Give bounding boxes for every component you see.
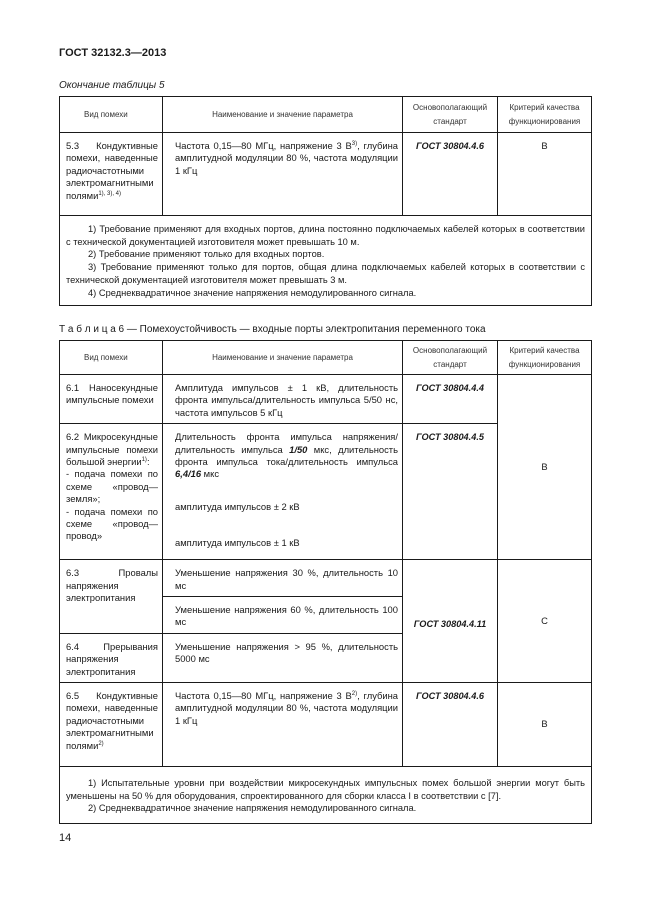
footnote: 4) Среднеквадратичное значение напряжения немодулированного сигнала.: [88, 287, 417, 298]
col-header-interference: Вид помехи: [60, 97, 163, 133]
row-interference: 6.4 Прерывания напряжения электропитания: [60, 633, 163, 682]
row-interference: 6.1 Наносекундные импульсные помехи: [60, 375, 163, 424]
row-parameter: Длительность фронта импульса напряжения/длительность импульса 1/50 мкс, длительность фронта импульса тока/длительность импульса 6,4/16 мкс амплитуда импульсов ± 2 кВ амплитуда импульсов ± 1 кВ: [163, 424, 403, 560]
row-standard: ГОСТ 30804.4.5: [403, 424, 498, 560]
row-parameter: Уменьшение напряжения 30 %, длительность 10 мс: [163, 560, 403, 597]
footnote: 1) Требование применяют для входных портов, длина постоянно подключаемых кабелей которых в соответствии с технической документацией изготовителя может превышать 10 м.: [66, 224, 585, 247]
table-5: [59, 96, 592, 306]
footnote: 2) Среднеквадратичное значение напряжения немодулированного сигнала.: [88, 803, 417, 814]
row-criterion: В: [498, 683, 592, 767]
table-6: [59, 340, 592, 824]
row-parameter: Уменьшение напряжения 60 %, длительность 100 мс: [163, 597, 403, 634]
col-header-interference: Вид помехи: [60, 341, 163, 375]
row-criterion: В: [498, 133, 592, 216]
table5-footnotes-row: [60, 216, 592, 306]
row-parameter: Частота 0,15—80 МГц, напряжение 3 $В^{3)}$, глубина амплитудной модуляции 80 %, частота модуляции 1 кГц: [163, 133, 403, 216]
criterion-cell: В: [498, 375, 592, 560]
row-interference: 5.3 Кондуктивные помехи, наведенные радиочастотными электромагнитными полями$^{1), 3), 4)}$: [60, 133, 163, 216]
page-number: 14: [59, 832, 72, 844]
footnote: 1) Испытательные уровни при воздействии микросекундных импульсных помех большой энергии могут быть уменьшены на 50 % для оборудования, спроектированного для сборки класса I в соответствии с [7].: [66, 778, 585, 801]
col-header-parameter: Наименование и значение параметра: [163, 97, 403, 133]
col-header-standard: Основополагающий стандарт: [403, 341, 498, 375]
document-title: ГОСТ 32132.3—2013: [59, 47, 167, 59]
table5-header-row: [60, 97, 592, 133]
table6-header-row: [60, 341, 592, 375]
col-header-criterion: Критерий качества функционирования: [498, 97, 592, 133]
footnote: 3) Требование применяют только для портов, общая длина подключаемых кабелей которых в соответствии с технической документацией изготовителя может превышать 3 м.: [66, 262, 585, 285]
table-row: [60, 375, 592, 424]
row-standard: ГОСТ 30804.4.6: [403, 683, 498, 767]
table-row: [60, 683, 592, 767]
row-parameter: Амплитуда импульсов ± 1 кВ, длительность фронта импульса/длительность импульса 5/50 нс, частота импульсов 5 кГц: [163, 375, 403, 424]
table6-footnotes-row: [60, 767, 592, 824]
criterion-cell: С: [498, 560, 592, 683]
table6-footnotes: [60, 767, 592, 824]
col-header-parameter: Наименование и значение параметра: [163, 341, 403, 375]
row-parameter: Уменьшение напряжения > 95 %, длительность 5000 мс: [163, 633, 403, 682]
col-header-standard: Основополагающий стандарт: [403, 97, 498, 133]
row-standard: ГОСТ 30804.4.6: [403, 133, 498, 216]
row-interference: 6.3 Провалы напряжения электропитания: [60, 560, 163, 634]
col-header-criterion: Критерий качества функционирования: [498, 341, 592, 375]
table5-footnotes: [60, 216, 592, 306]
row-standard: ГОСТ 30804.4.11: [403, 560, 498, 683]
row-standard: ГОСТ 30804.4.4: [403, 375, 498, 424]
row-parameter: Частота 0,15—80 МГц, напряжение 3 $В^{2)}$, глубина амплитудной модуляции 80 %, частота модуляции 1 кГц: [163, 683, 403, 767]
row-interference: 6.2 Микросекундные импульсные помехи большой энергии$^{1)}$: - подача помехи по схеме «провод—земля»; - подача помехи по схеме «провод—провод»: [60, 424, 163, 560]
table6-caption: Т а б л и ц а 6 — Помехоустойчивость — входные порты электропитания переменного тока: [59, 324, 486, 335]
row-interference: 6.5 Кондуктивные помехи, наведенные радиочастотными электромагнитными полями$^{2)}$: [60, 683, 163, 767]
table-row: [60, 560, 592, 597]
table-row: [60, 133, 592, 216]
footnote: 2) Требование применяют только для входных портов.: [88, 249, 325, 260]
table5-caption: Окончание таблицы 5: [59, 80, 165, 91]
